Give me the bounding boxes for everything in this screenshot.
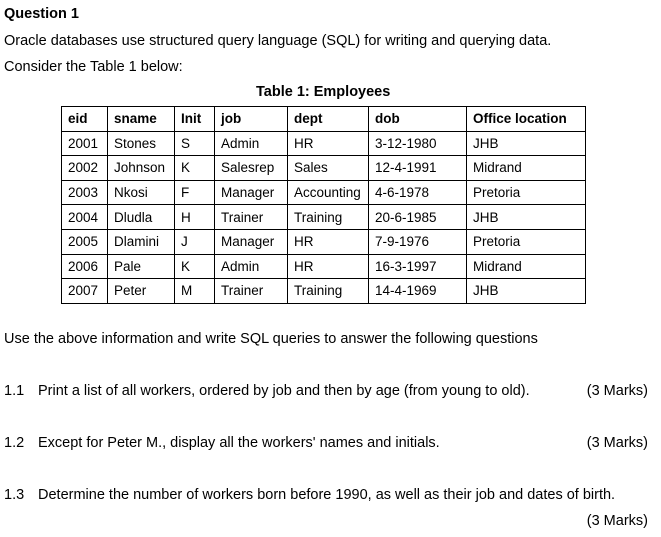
header-sname: sname xyxy=(108,107,175,132)
cell-office-location: Pretoria xyxy=(467,180,586,205)
cell-sname: Johnson xyxy=(108,156,175,181)
table-row xyxy=(62,229,586,254)
cell-dob: 12-4-1991 xyxy=(369,156,467,181)
cell-sname: Dludla xyxy=(108,205,175,230)
cell-job: Salesrep xyxy=(215,156,288,181)
header-init: Init xyxy=(175,107,215,132)
consider-paragraph: Consider the Table 1 below: xyxy=(4,59,183,75)
cell-eid: 2005 xyxy=(62,229,108,254)
question-text: Print a list of all workers, ordered by job and then by age (from young to old). xyxy=(38,383,530,399)
cell-dept: HR xyxy=(288,229,369,254)
cell-eid: 2001 xyxy=(62,131,108,156)
cell-sname: Pale xyxy=(108,254,175,279)
table-row xyxy=(62,279,586,304)
cell-dob: 3-12-1980 xyxy=(369,131,467,156)
question-number: 1.3 xyxy=(4,487,25,503)
cell-dept: Training xyxy=(288,279,369,304)
cell-dept: HR xyxy=(288,131,369,156)
cell-sname: Dlamini xyxy=(108,229,175,254)
question-heading: Question 1 xyxy=(4,6,79,22)
cell-job: Admin xyxy=(215,254,288,279)
cell-dept: Sales xyxy=(288,156,369,181)
intro-paragraph: Oracle databases use structured query language (SQL) for writing and querying data. xyxy=(4,33,552,49)
cell-init: S xyxy=(175,131,215,156)
cell-sname: Peter xyxy=(108,279,175,304)
table-row xyxy=(62,156,586,181)
cell-job: Manager xyxy=(215,180,288,205)
cell-dept: Accounting xyxy=(288,180,369,205)
question-text: Except for Peter M., display all the workers' names and initials. xyxy=(38,435,440,451)
cell-job: Admin xyxy=(215,131,288,156)
header-eid: eid xyxy=(62,107,108,132)
table-header-row xyxy=(62,107,586,132)
table-caption: Table 1: Employees xyxy=(256,84,391,100)
header-dept: dept xyxy=(288,107,369,132)
table-row xyxy=(62,131,586,156)
cell-job: Trainer xyxy=(215,279,288,304)
table-row xyxy=(62,205,586,230)
cell-eid: 2006 xyxy=(62,254,108,279)
cell-office-location: JHB xyxy=(467,279,586,304)
cell-job: Manager xyxy=(215,229,288,254)
instruction-text: Use the above information and write SQL queries to answer the following questions xyxy=(4,331,538,347)
cell-init: J xyxy=(175,229,215,254)
cell-office-location: Midrand xyxy=(467,254,586,279)
cell-init: F xyxy=(175,180,215,205)
cell-dob: 20-6-1985 xyxy=(369,205,467,230)
question-text: Determine the number of workers born before 1990, as well as their job and dates of birth. xyxy=(38,487,616,503)
cell-dob: 16-3-1997 xyxy=(369,254,467,279)
header-office-location: Office location xyxy=(467,107,586,132)
cell-office-location: Midrand xyxy=(467,156,586,181)
cell-sname: Nkosi xyxy=(108,180,175,205)
cell-dob: 4-6-1978 xyxy=(369,180,467,205)
cell-office-location: JHB xyxy=(467,131,586,156)
question-marks: (3 Marks) xyxy=(586,383,648,399)
cell-eid: 2002 xyxy=(62,156,108,181)
cell-eid: 2003 xyxy=(62,180,108,205)
header-dob: dob xyxy=(369,107,467,132)
cell-dept: Training xyxy=(288,205,369,230)
cell-init: H xyxy=(175,205,215,230)
cell-sname: Stones xyxy=(108,131,175,156)
table-row xyxy=(62,180,586,205)
cell-init: K xyxy=(175,156,215,181)
cell-dob: 7-9-1976 xyxy=(369,229,467,254)
cell-office-location: JHB xyxy=(467,205,586,230)
question-number: 1.1 xyxy=(4,383,25,399)
cell-office-location: Pretoria xyxy=(467,229,586,254)
cell-dob: 14-4-1969 xyxy=(369,279,467,304)
cell-eid: 2004 xyxy=(62,205,108,230)
cell-init: K xyxy=(175,254,215,279)
question-marks: (3 Marks) xyxy=(586,435,648,451)
cell-eid: 2007 xyxy=(62,279,108,304)
question-marks: (3 Marks) xyxy=(586,513,648,529)
table-row xyxy=(62,254,586,279)
header-job: job xyxy=(215,107,288,132)
cell-dept: HR xyxy=(288,254,369,279)
cell-init: M xyxy=(175,279,215,304)
question-number: 1.2 xyxy=(4,435,25,451)
employees-table xyxy=(61,106,586,304)
cell-job: Trainer xyxy=(215,205,288,230)
